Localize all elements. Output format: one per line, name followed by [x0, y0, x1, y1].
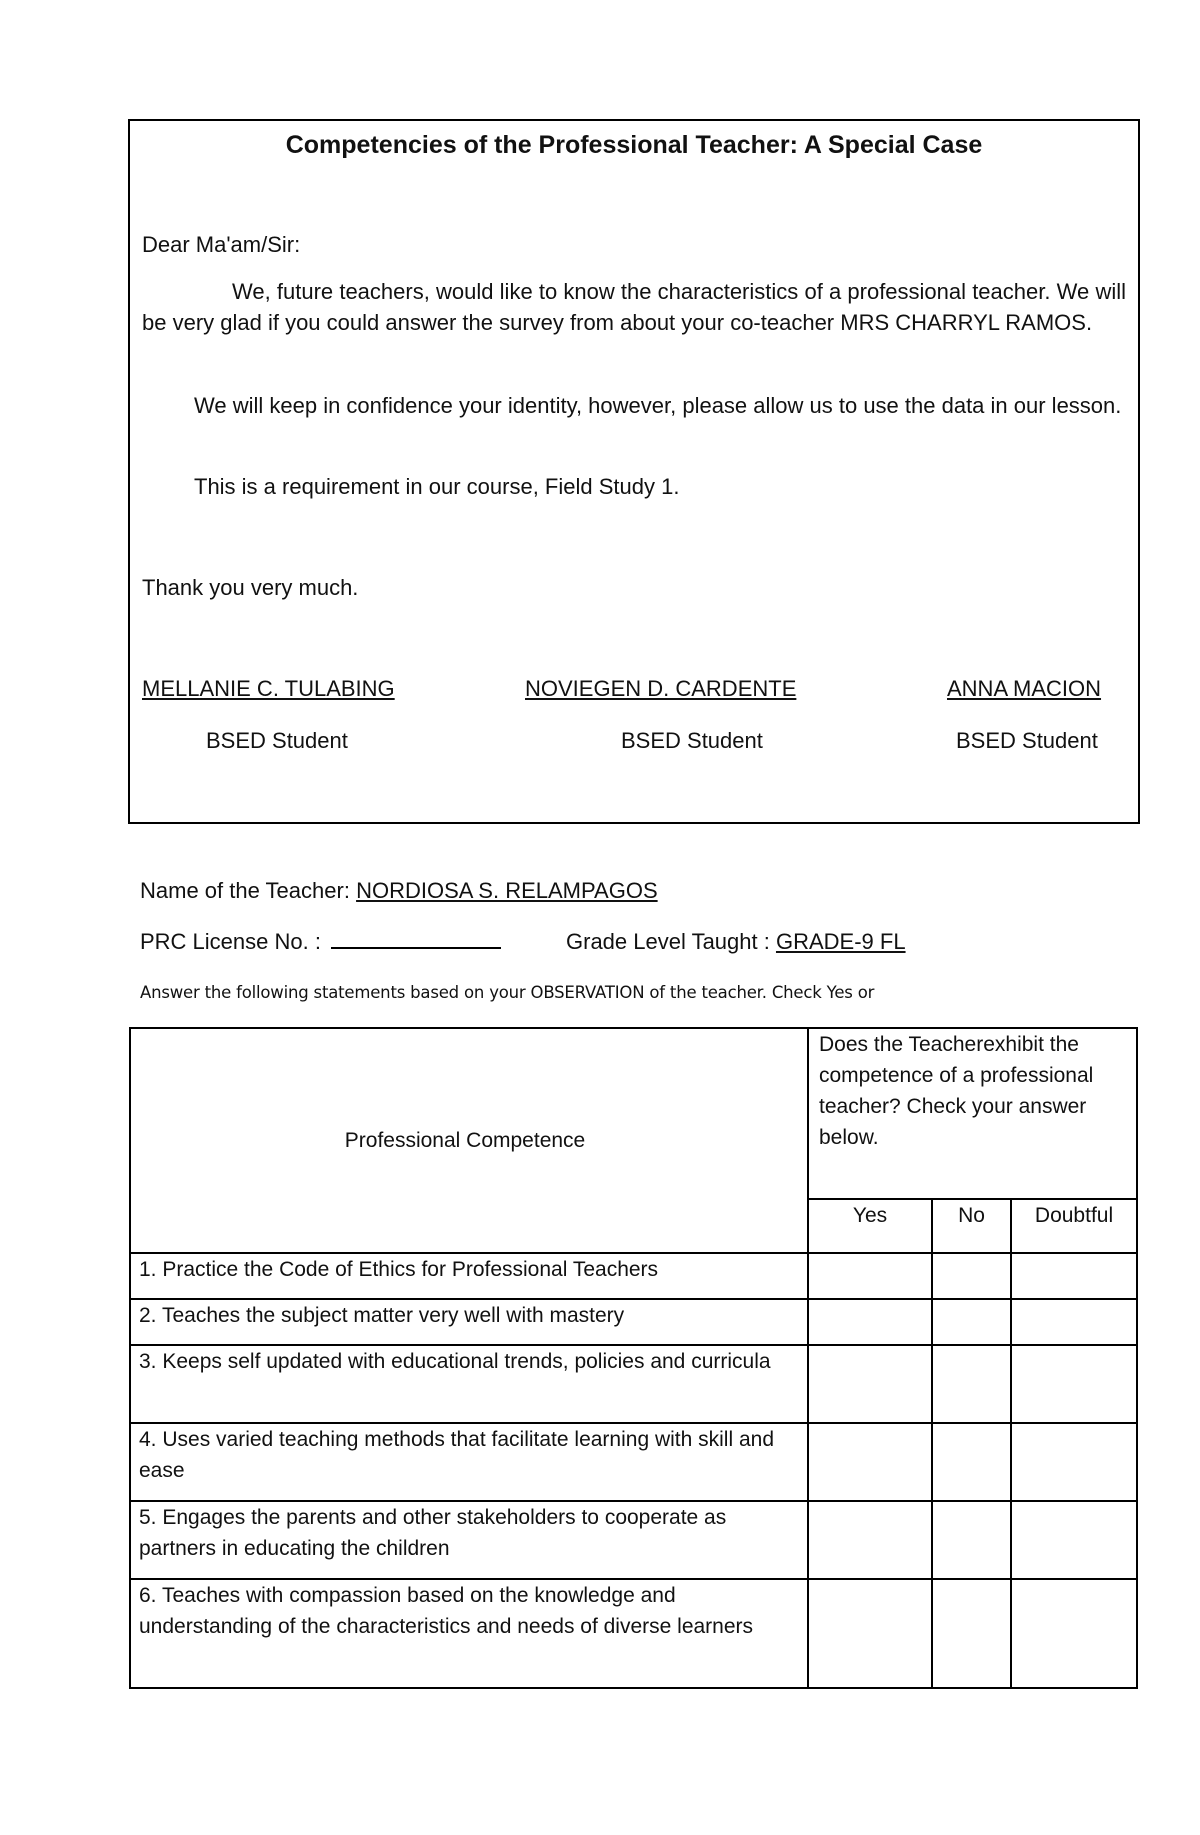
check-yes-cell[interactable]: [808, 1501, 932, 1579]
table-row: [130, 1501, 1137, 1579]
header-professional-competence: Professional Competence: [130, 1028, 808, 1253]
header-doubtful: Doubtful: [1011, 1199, 1137, 1253]
grade-level-line: [566, 927, 906, 957]
grade-level-label: Grade Level Taught :: [566, 929, 770, 954]
letter-title: Competencies of the Professional Teacher: A Special Case: [285, 131, 983, 159]
competence-statement: 4. Uses varied teaching methods that facilitate learning with skill and ease: [130, 1423, 808, 1501]
closing: Thank you very much.: [142, 575, 359, 600]
check-yes-cell[interactable]: [808, 1299, 932, 1345]
header-no: No: [932, 1199, 1011, 1253]
signatory-title-3: BSED Student: [956, 728, 1098, 753]
table-row: [130, 1253, 1137, 1299]
check-yes-cell[interactable]: [808, 1253, 932, 1299]
check-no-cell[interactable]: [932, 1501, 1011, 1579]
signatory-name-2: NOVIEGEN D. CARDENTE: [525, 676, 797, 701]
header-yes: Yes: [808, 1199, 932, 1253]
instruction-text: Answer the following statements based on your OBSERVATION of the teacher. Check Yes or: [140, 983, 875, 1002]
prc-license-field[interactable]: [331, 927, 501, 949]
check-doubtful-cell[interactable]: [1011, 1253, 1137, 1299]
teacher-name-line: [140, 876, 658, 906]
competence-statement: 6. Teaches with compassion based on the knowledge and understanding of the characteristics and needs of diverse learners: [130, 1579, 808, 1688]
letter-box: [128, 119, 1140, 824]
check-doubtful-cell[interactable]: [1011, 1423, 1137, 1501]
check-no-cell[interactable]: [932, 1579, 1011, 1688]
check-doubtful-cell[interactable]: [1011, 1299, 1137, 1345]
table-row: [130, 1345, 1137, 1423]
check-yes-cell[interactable]: [808, 1423, 932, 1501]
prc-license-label: PRC License No. :: [140, 929, 321, 954]
table-row: [130, 1423, 1137, 1501]
grade-level-value[interactable]: GRADE-9 FL: [775, 929, 906, 954]
teacher-name-label: Name of the Teacher:: [140, 878, 350, 903]
table-row: [130, 1299, 1137, 1345]
check-no-cell[interactable]: [932, 1423, 1011, 1501]
letter-paragraph-3: This is a requirement in our course, Field Study 1.: [194, 474, 680, 499]
signatory-title-2: BSED Student: [621, 728, 763, 753]
check-doubtful-cell[interactable]: [1011, 1501, 1137, 1579]
header-question: Does the Teacherexhibit the competence of a professional teacher? Check your answer below.: [808, 1028, 1137, 1199]
prc-license-line: [140, 927, 501, 957]
teacher-name-value[interactable]: NORDIOSA S. RELAMPAGOS: [356, 878, 658, 903]
check-no-cell[interactable]: [932, 1299, 1011, 1345]
competence-table: [129, 1027, 1138, 1689]
signatory-name-1: MELLANIE C. TULABING: [142, 676, 395, 701]
check-yes-cell[interactable]: [808, 1579, 932, 1688]
signatory-title-1: BSED Student: [206, 728, 348, 753]
table-row: [130, 1579, 1137, 1688]
competence-statement: 1. Practice the Code of Ethics for Professional Teachers: [130, 1253, 808, 1299]
competence-statement: 5. Engages the parents and other stakeholders to cooperate as partners in educating the children: [130, 1501, 808, 1579]
salutation: Dear Ma'am/Sir:: [142, 232, 301, 257]
check-no-cell[interactable]: [932, 1345, 1011, 1423]
check-doubtful-cell[interactable]: [1011, 1579, 1137, 1688]
competence-statement: 2. Teaches the subject matter very well with mastery: [130, 1299, 808, 1345]
letter-paragraph-2: We will keep in confidence your identity, however, please allow us to use the data in our lesson.: [194, 393, 1122, 418]
signatory-name-3: ANNA MACION: [947, 676, 1102, 701]
check-no-cell[interactable]: [932, 1253, 1011, 1299]
check-doubtful-cell[interactable]: [1011, 1345, 1137, 1423]
competence-statement: 3. Keeps self updated with educational trends, policies and curricula: [130, 1345, 808, 1423]
letter-paragraph-1: We, future teachers, would like to know the characteristics of a professional teacher. We will be very glad if you could answer the survey from about your co-teacher MRS CHARRYL RAMOS.: [142, 279, 1126, 335]
check-yes-cell[interactable]: [808, 1345, 932, 1423]
